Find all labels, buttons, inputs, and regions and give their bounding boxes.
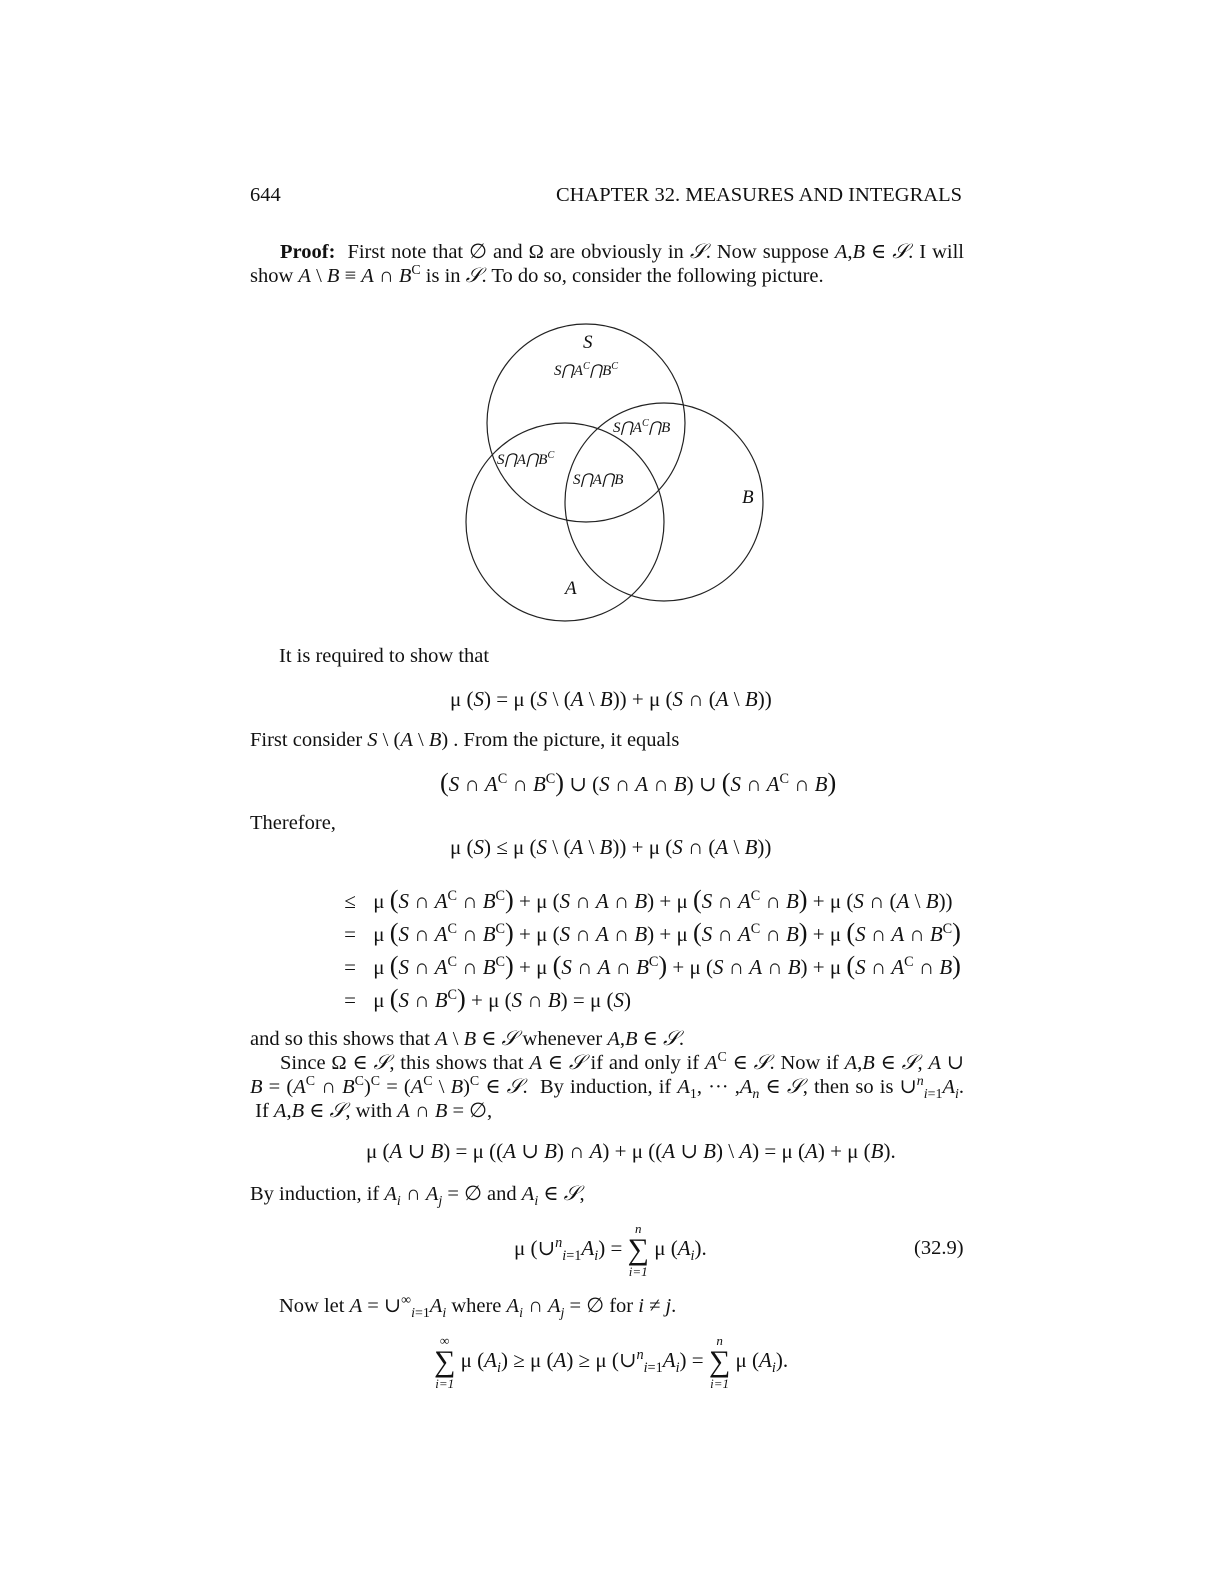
equation-32-9: μ $(\cup^n_{i=1}A_i)$ = n ∑ i=1 μ $(A_i)$. <box>514 1221 707 1279</box>
equation-inequality: ∞ ∑ i=1 μ $(A_i) \ge \mu$ (A) ≥ μ $(\cup^n_{i=1}A_i)$ = n ∑ i=1 μ $(A_i)$. <box>434 1333 789 1391</box>
therefore-text: Therefore, <box>250 812 336 834</box>
now-let-text: Now let $A = \cup^\infty_{i=1}A_i$ where $A_i$ ∩ $A_j$ = ∅ for i ≠ j. <box>279 1293 677 1322</box>
label-b: B <box>742 487 754 508</box>
label-region-sacb: $S⋂A^C⋂B$ <box>613 418 671 436</box>
label-region-sab: S⋂A⋂B <box>573 472 624 488</box>
label-region-sabc: $S⋂A⋂B^C$ <box>497 450 555 468</box>
align-row-1: ≤ μ (S ∩ $A^C$ ∩ $B^C) + \mu$ (S ∩ A ∩ B) + μ (S ∩ $A^C$ ∩ B) + μ (S ∩ (A \ B)) <box>344 885 953 914</box>
align-row-3: = μ (S ∩ $A^C$ ∩ $B^C) + \mu$ (S ∩ A ∩ $B^C) + \mu$ (S ∩ A ∩ B) + μ (S ∩ $A^C$ ∩ B) <box>344 951 961 980</box>
page-number: 644 <box>250 184 281 206</box>
chapter-title: CHAPTER 32. MEASURES AND INTEGRALS <box>555 184 962 206</box>
label-a: A <box>565 578 577 599</box>
proof-paragraph: Proof: First note that ∅ and Ω are obviously in 𝒮. Now suppose A,B ∈ 𝒮. I will show A \ B ≡ A ∩ $B^C$ is in 𝒮. To do so, consider the following picture. <box>250 241 964 287</box>
label-s: S <box>583 332 593 353</box>
align-row-4: = μ (S ∩ $B^C) + \mu$ (S ∩ B) = μ (S) <box>344 984 631 1013</box>
closing-paragraph: and so this shows that A \ B ∈ 𝒮 whenever A,B ∈ 𝒮. Since Ω ∈ 𝒮, this shows that A ∈ 𝒮 if and only if $A^C$ ∈ 𝒮. Now if A,B ∈ 𝒮, A ∪ $B = (A^C$ ∩ $B^C)^C = (A^C$ \ B)$^C$ ∈ 𝒮. By induction, if $A_1$, ··· $,A_n$ ∈ 𝒮, then so is $\cup^n_{i=1}A_i$. If A,B ∈ 𝒮, with A ∩ B = ∅, <box>250 1028 964 1122</box>
first-consider-text: First consider S \ (A \ B) . From the picture, it equals <box>250 729 680 751</box>
proof-label: Proof: <box>280 241 336 263</box>
align-row-2: = μ (S ∩ $A^C$ ∩ $B^C) + \mu$ (S ∩ A ∩ B) + μ (S ∩ $A^C$ ∩ B) + μ (S ∩ A ∩ $B^C$) <box>344 918 961 947</box>
equation-required: μ (S) = μ (S \ (A \ B)) + μ (S ∩ (A \ B)) <box>450 687 772 711</box>
equation-additivity: μ (A ∪ B) = μ ((A ∪ B) ∩ A) + μ ((A ∪ B) \ A) = μ (A) + μ (B). <box>366 1139 896 1163</box>
induction-text: By induction, if $A_i$ ∩ $A_j$ = ∅ and $A_i$ ∈ 𝒮, <box>250 1183 585 1210</box>
required-text: It is required to show that <box>279 645 490 667</box>
equation-union: (S ∩ $A^C$ ∩ $B^C$) ∪ (S ∩ A ∩ B) ∪ (S ∩ $A^C$ ∩ B) <box>440 768 837 797</box>
label-region-outer: $S⋂A^C⋂B^C$ <box>554 361 619 379</box>
equation-number: (32.9) <box>914 1237 964 1259</box>
equation-le: μ (S) ≤ μ (S \ (A \ B)) + μ (S ∩ (A \ B)) <box>450 835 772 859</box>
